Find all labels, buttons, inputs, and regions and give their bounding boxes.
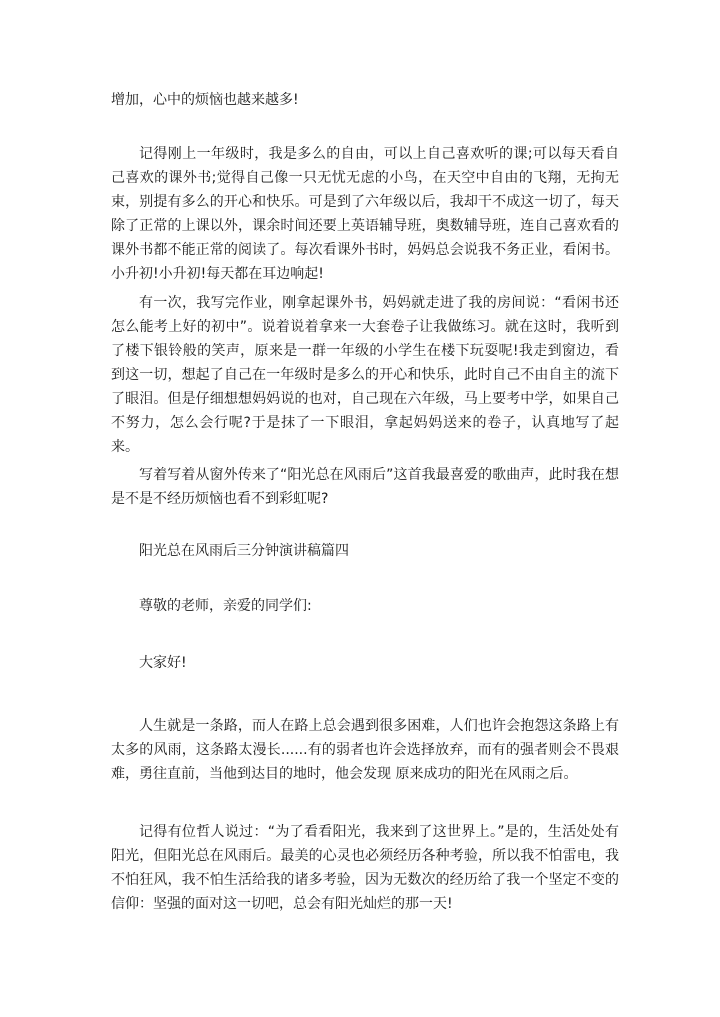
paragraph-continuation: 增加，心中的烦恼也越来越多! bbox=[111, 92, 299, 108]
paragraph-first-grade-memories: 记得刚上一年级时，我是多么的自由，可以上自己喜欢听的课;可以每天看自己喜欢的课外书;觉得自己像一只无忧无虑的小鸟，在天空中自由的飞翔，无拘无束，别提有多么的开心和快乐。可是到了六年级以后，我却干不成这一切了，每天除了正常的上课以外，课余时间还要上英语辅导班，奥数辅导班，连自己喜欢看的课外书都不能正常的阅读了。每次看课外书时，妈妈总会说我不务正业，看闲书。小升初!小升初!每天都在耳边响起! bbox=[111, 146, 619, 282]
paragraph-life-is-a-road: 人生就是一条路，而人在路上总会遇到很多困难，人们也许会抱怨这条路上有太多的风雨，这条路太漫长......有的弱者也许会选择放弃，而有的强者则会不畏艰难，勇往直前，当他到达目的地时，他会发现 原来成功的阳光在风雨之后。 bbox=[111, 718, 619, 782]
section-heading: 阳光总在风雨后三分钟演讲稿篇四 bbox=[139, 543, 349, 559]
paragraph-song: 写着写着从窗外传来了“阳光总在风雨后”这首我最喜爱的歌曲声，此时我在想是不是不经历烦恼也看不到彩虹呢? bbox=[111, 467, 619, 507]
paragraph-philosopher-quote: 记得有位哲人说过：“为了看看阳光，我来到了这世界上。”是的，生活处处有阳光，但阳光总在风雨后。最美的心灵也必须经历各种考验，所以我不怕雷电，我不怕狂风，我不怕生活给我的诸多考验，因为无数次的经历给了我一个坚定不变的信仰：坚强的面对这一切吧，总会有阳光灿烂的那一天! bbox=[111, 824, 619, 912]
paragraph-homework-story: 有一次，我写完作业，刚拿起课外书，妈妈就走进了我的房间说：“看闲书还怎么能考上好的初中”。说着说着拿来一大套卷子让我做练习。就在这时，我听到了楼下银铃般的笑声，原来是一群一年级的小学生在楼下玩耍呢!我走到窗边，看到这一切，想起了自己在一年级时是多么的开心和快乐，此时自己不由自主的流下了眼泪。但是仔细想想妈妈说的也对，自己现在六年级，马上要考中学，如果自己不努力，怎么会行呢?于是抹了一下眼泪，拿起妈妈送来的卷子，认真地写了起来。 bbox=[111, 295, 619, 455]
salutation: 尊敬的老师，亲爱的同学们: bbox=[139, 598, 312, 614]
greeting: 大家好! bbox=[139, 655, 187, 671]
